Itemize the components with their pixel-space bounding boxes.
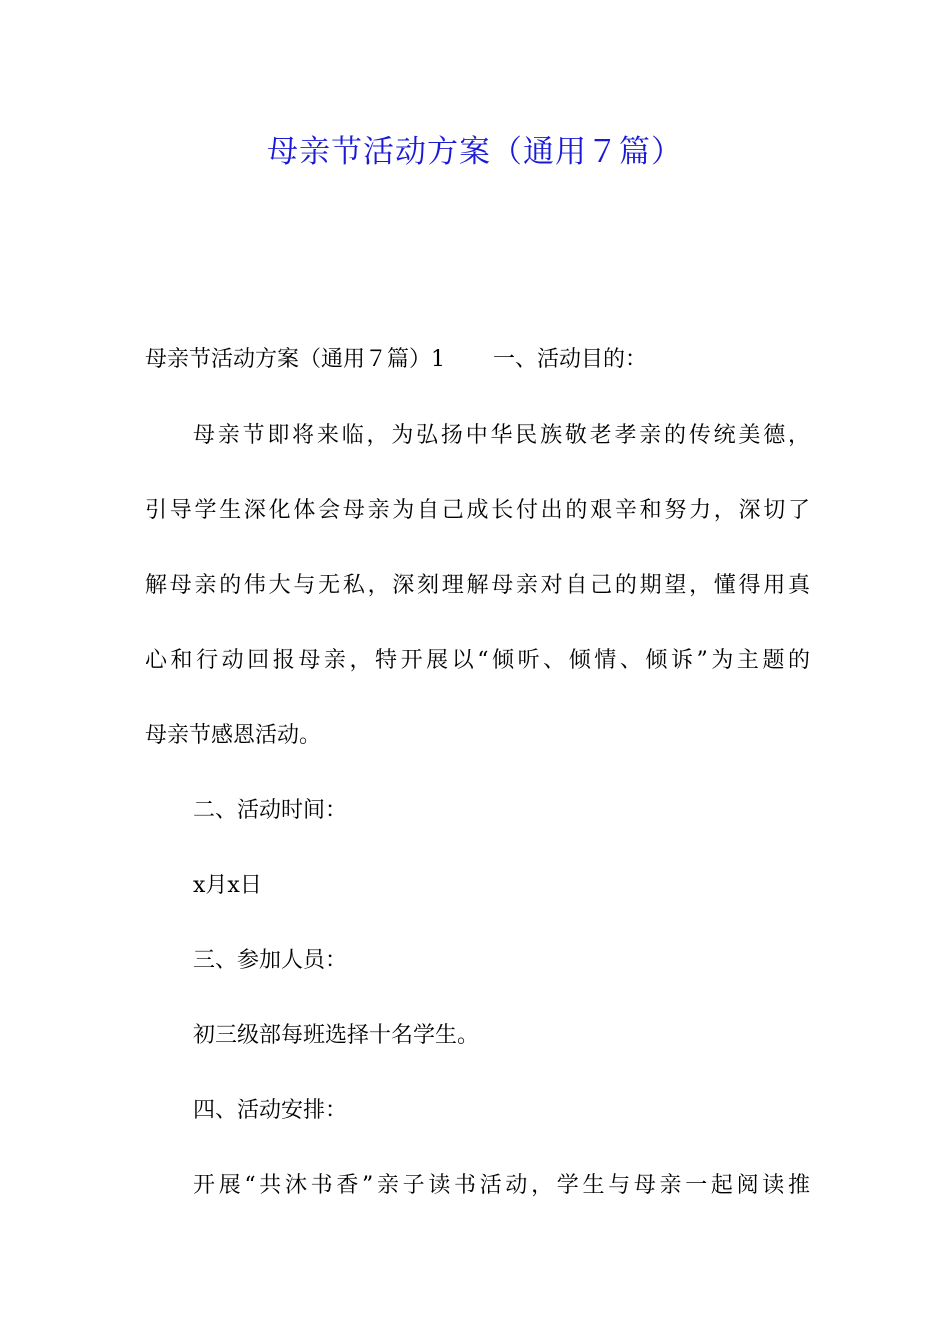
document-subtitle: 母亲节活动方案（通用７篇）1 bbox=[145, 347, 445, 372]
section-heading-arrangement: 四、活动安排： bbox=[193, 1098, 348, 1123]
section-body-participants: 初三级部每班选择十名学生。 bbox=[193, 1023, 480, 1048]
subtitle-line bbox=[145, 342, 810, 378]
document-title: 母亲节活动方案（通用７篇） bbox=[267, 134, 683, 170]
paragraph-line: 解母亲的伟大与无私，深刻理解母亲对自己的期望，懂得用真 bbox=[145, 573, 810, 598]
section-heading-time: 二、活动时间： bbox=[193, 798, 348, 823]
section-heading-purpose: 一、活动目的： bbox=[493, 347, 648, 372]
paragraph-line: 母亲节即将来临，为弘扬中华民族敬老孝亲的传统美德， bbox=[193, 423, 810, 448]
paragraph-line: 母亲节感恩活动。 bbox=[145, 723, 322, 748]
section-heading-participants: 三、参加人员： bbox=[193, 948, 348, 973]
section-body-arrangement: 开展“共沐书香”亲子读书活动，学生与母亲一起阅读推 bbox=[193, 1173, 810, 1198]
paragraph-line: 心和行动回报母亲，特开展以“倾听、倾情、倾诉”为主题的 bbox=[145, 648, 810, 673]
paragraph-line: 引导学生深化体会母亲为自己成长付出的艰辛和努力，深切了 bbox=[145, 498, 810, 523]
section-body-time: x月x日 bbox=[193, 873, 262, 898]
